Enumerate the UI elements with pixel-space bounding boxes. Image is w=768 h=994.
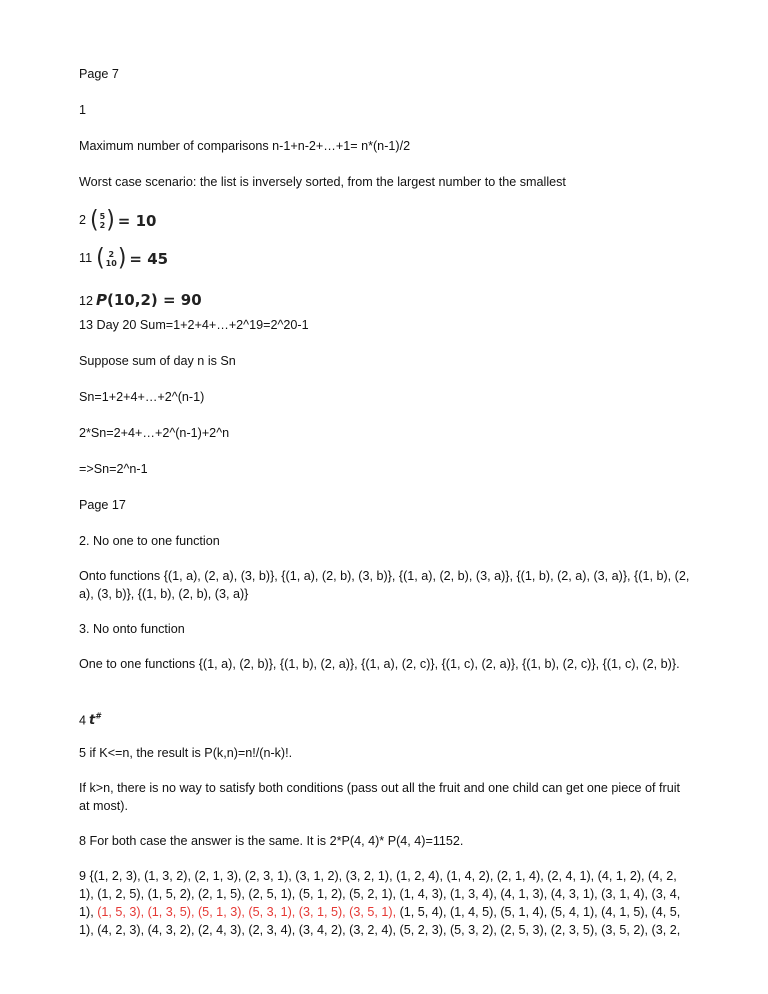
- answer-12-number: 12: [79, 294, 94, 308]
- max-comparisons-text: Maximum number of comparisons n-1+n-2+…+1= n*(n-1)/2: [79, 139, 411, 153]
- double-sn-formula: 2*Sn=2+4+…+2^(n-1)+2^n: [79, 426, 230, 440]
- permutation-result: = 90: [157, 291, 202, 309]
- answer-3-no-onto: 3. No onto function: [79, 622, 185, 636]
- binom-top: 5: [99, 211, 106, 221]
- binomial-5-choose-2: ( 5 2 ) = 10: [90, 206, 157, 234]
- t-base: t: [89, 713, 96, 729]
- sn-formula: Sn=1+2+4+…+2^(n-1): [79, 390, 205, 404]
- page-17-heading: Page 17: [79, 498, 126, 512]
- answer-4-line: [79, 707, 101, 731]
- answer-11-line: [79, 244, 169, 272]
- binomial-2-over-10: ( 2 10 ) = 45: [96, 244, 169, 272]
- answer-9-part-1: 9 {(1, 2, 3), (1, 3, 2), (2, 1, 3), (2, 3, 1), (3, 1, 2), (3, 2, 1), (1, 2, 4), (1, 4, 2), (2, 1, 4), (2, 4, 1), (4, 1, 2), (4, 2, 1), (1, 2, 5), (1, 5, 2), (2, 1, 5), (2, 5, 1), (5, 1, 2), (5, 2, 1), (1, 4, 3), (1, 3, 4), (4, 1, 3), (4, 3, 1), (3, 1, 4), (3, 4, 1),: [79, 869, 681, 919]
- suppose-sum-text: Suppose sum of day n is Sn: [79, 354, 236, 368]
- sn-result: =>Sn=2^n-1: [79, 462, 148, 476]
- binom-bottom: 10: [105, 258, 117, 268]
- answer-11-number: 11: [79, 251, 93, 265]
- answer-1-number: 1: [79, 103, 87, 117]
- answer-2-line: [79, 206, 157, 234]
- answer-5-text: 5 if K<=n, the result is P(k,n)=n!/(n-k)!.: [79, 746, 293, 760]
- onto-functions-paragraph: Onto functions {(1, a), (2, a), (3, b)}, {(1, a), (2, b), (3, b)}, {(1, a), (2, b), (3, a)}, {(1, b), (2, a), (3, a)}, {(1, b), (2, a), (3, b)}, {(1, b), (2, b), (3, a)}: [79, 569, 690, 601]
- binom-top: 2: [108, 249, 115, 259]
- binom-bottom: 2: [99, 220, 106, 230]
- t-power-expression: [89, 713, 101, 728]
- answer-8-text: 8 For both case the answer is the same. It is 2*P(4, 4)* P(4, 4)=1152.: [79, 834, 464, 848]
- binom-result: = 10: [117, 211, 157, 230]
- permutation-expression: [96, 291, 202, 309]
- answer-2-no-one-to-one: 2. No one to one function: [79, 534, 220, 548]
- permutation-args: (10,2): [107, 291, 158, 309]
- binom-result: = 45: [129, 249, 169, 268]
- page-7-heading: Page 7: [79, 67, 119, 81]
- answer-12-line: [79, 292, 202, 309]
- answer-13-text: 13 Day 20 Sum=1+2+4+…+2^19=2^20-1: [79, 318, 309, 332]
- answer-2-number: 2: [79, 213, 87, 227]
- one-to-one-functions-paragraph: One to one functions {(1, a), (2, b)}, {(1, b), (2, a)}, {(1, a), (2, c)}, {(1, c), (2, a)}, {(1, b), (2, c)}, {(1, c), (2, b)}.: [79, 657, 680, 671]
- answer-9-paragraph: [79, 867, 691, 939]
- answer-9-part-2: (1, 5, 4), (1, 4, 5), (5, 1, 4), (5, 4, 1), (4, 1, 5), (4, 5, 1), (4, 2, 3), (4, 3, 2), (2, 4, 3), (2, 3, 4), (3, 4, 2), (3, 2, 4), (5, 2, 3), (5, 3, 2), (2, 5, 3), (2, 3, 5), (3, 5, 2), (3, 2,: [79, 905, 681, 937]
- permutation-function: P: [96, 291, 108, 309]
- answer-5-explanation: If k>n, there is no way to satisfy both conditions (pass out all the fruit and one child can get one piece of fruit at most).: [79, 781, 681, 813]
- worst-case-text: Worst case scenario: the list is inversely sorted, from the largest number to the smallest: [79, 175, 566, 189]
- answer-9-highlighted: (1, 5, 3), (1, 3, 5), (5, 1, 3), (5, 3, 1), (3, 1, 5), (3, 5, 1),: [97, 905, 397, 919]
- answer-4-number: 4: [79, 713, 87, 728]
- t-exponent: #: [95, 712, 101, 721]
